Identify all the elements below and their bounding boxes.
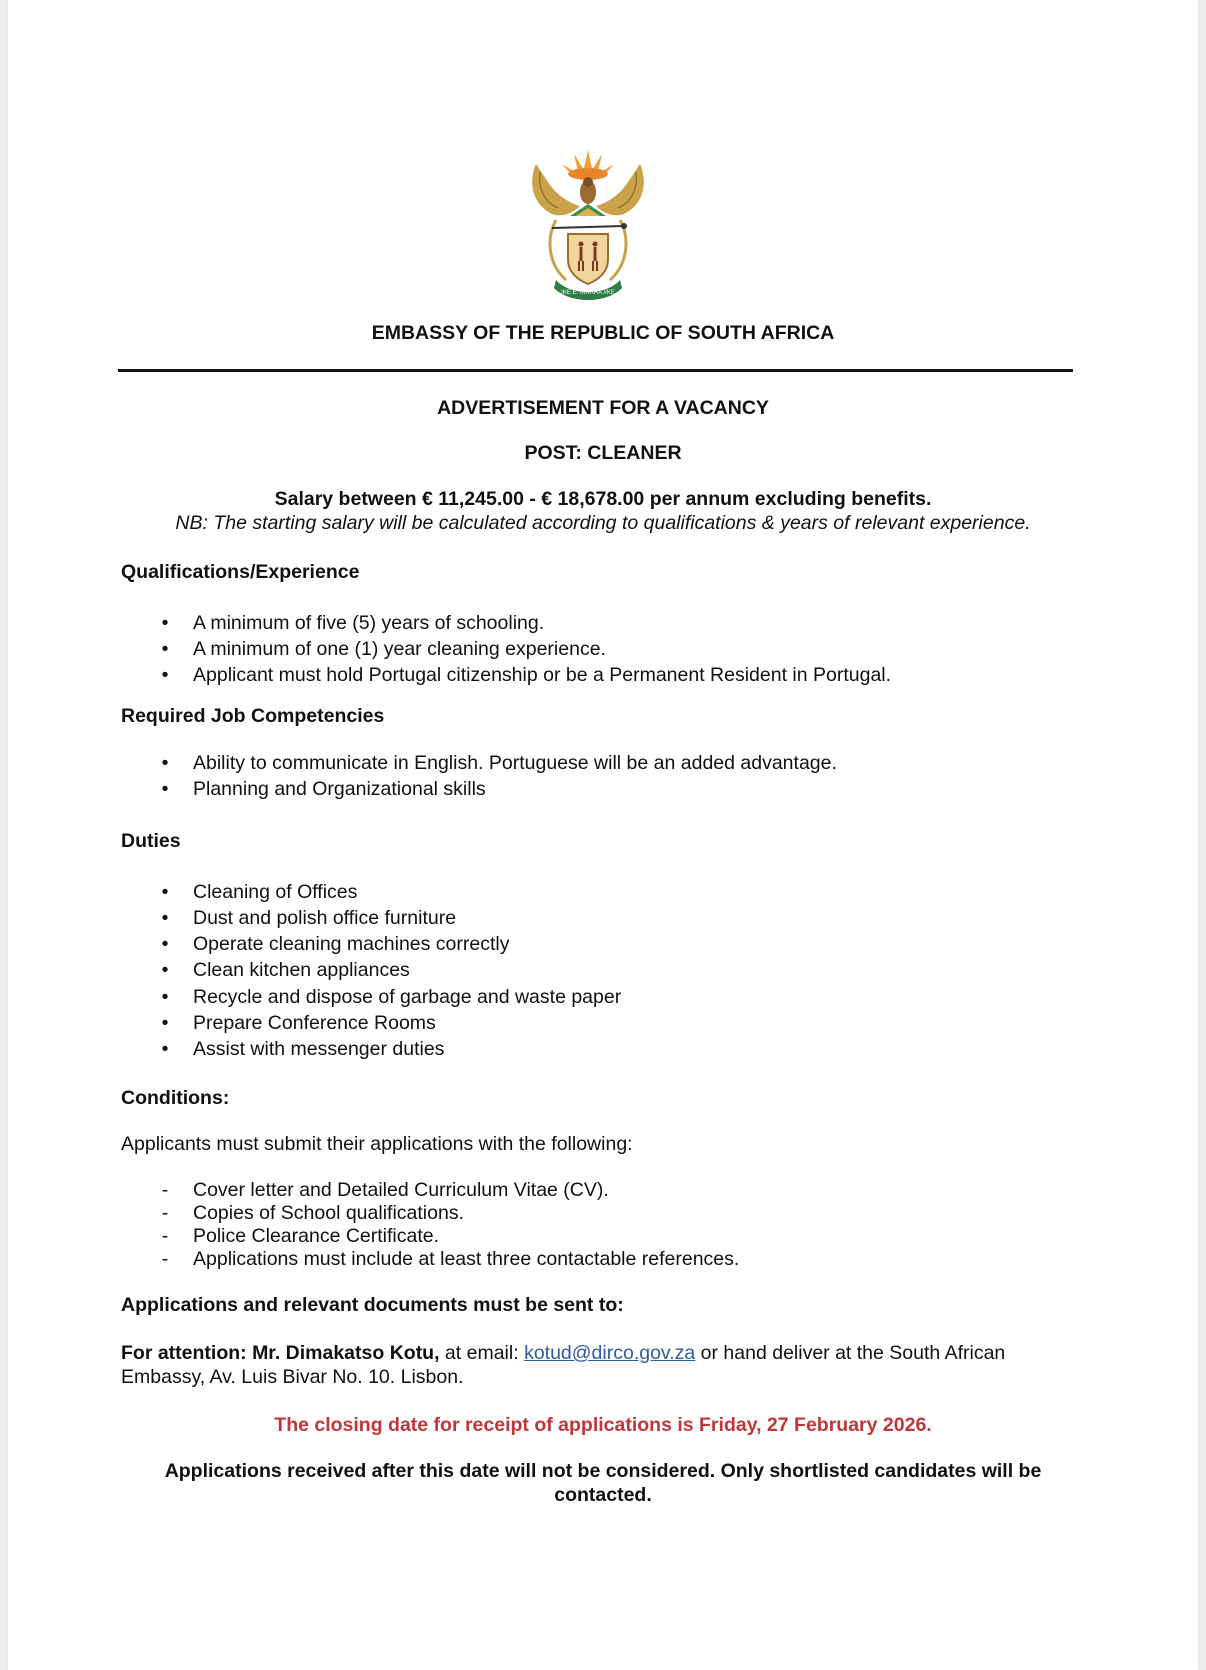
final-notice-line-1: Applications received after this date will not be considered. Only shortlisted candidates will be (164, 1460, 1042, 1482)
submission-heading: Applications and relevant documents must be sent to: (121, 1294, 624, 1316)
dash-icon: - (161, 1202, 169, 1224)
bullet-icon: • (161, 778, 169, 800)
bullet-icon: • (161, 638, 169, 660)
duties-heading: Duties (121, 830, 181, 852)
email-link[interactable]: kotud@dirco.gov.za (524, 1342, 696, 1364)
bullet-icon: • (161, 752, 169, 774)
advert-title: ADVERTISEMENT FOR A VACANCY (437, 397, 769, 419)
conditions-heading: Conditions: (121, 1087, 230, 1109)
conditions-intro: Applicants must submit their applications with the following: (121, 1133, 633, 1155)
email-prefix: at email: (439, 1342, 525, 1364)
attention-label: For attention: Mr. Dimakatso Kotu, (121, 1342, 440, 1364)
salary-note: NB: The starting salary will be calculated according to qualifications & years of relevant experience. (175, 512, 1031, 534)
delivery-text: or hand deliver at the South African (695, 1342, 1006, 1364)
bullet-icon: • (161, 1012, 169, 1034)
address-line: Embassy, Av. Luis Bivar No. 10. Lisbon. (121, 1366, 464, 1388)
dash-icon: - (161, 1179, 169, 1201)
bullet-icon: • (161, 612, 169, 634)
bullet-icon: • (161, 881, 169, 903)
salary-range: Salary between € 11,245.00 - € 18,678.00 per annum excluding benefits. (274, 488, 932, 510)
document-page: !KE E: /XARRA //KE EMBASSY OF THE REPUBLIC OF SOUTH AFRICA ADVERTISEMENT FOR A VACANCY POST: CLEANER Salary between € 11,245.00 - € 18,678.00 per annum excluding benefits. NB: The starting salary will be calculated according to qualifications & years of relevant experience. Qualifications/Experience • A minimum of five (5) years of schooling. • A minimum of one (1) year cleaning experience. • Applicant must hold Portugal citizenship or be a Permanent Resident in Portugal. Required Job Competencies • Ability to communicate in English. Portuguese will be an added advantage. • Planning and Organizational skills Duties • Cleaning of Offices • Dust and polish office furniture • Operate cleaning machines correctly • Clean kitchen appliances • Recycle and dispose of garbage and waste paper • Prepare Conference Rooms • Assist with messenger duties Conditions: Applicants must submit their applications with the following: - Cover letter and Detailed Curriculum Vitae (CV). - Copies of School qualifications. - Police Clearance Certificate. - Applications must include at least three contactable references. Applications and relevant documents must be sent to: For attention: Mr. Dimakatso Kotu, at email: kotud@dirco.gov.za or hand deliver at the South African Embassy, Av. Luis Bivar No. 10. Lisbon. The closing date for receipt of applications is Friday, 27 February 2026. Applications received after this date will not be considered. Only shortlisted candidates will be contacted. (8, 0, 1198, 1670)
svg-text:!KE E: /XARRA //KE: !KE E: /XARRA //KE (561, 290, 615, 296)
attention-line (121, 1341, 1005, 1365)
bullet-icon: • (161, 933, 169, 955)
final-notice-line-2: contacted. (554, 1484, 652, 1506)
dash-icon: - (161, 1225, 169, 1247)
bullet-icon: • (161, 959, 169, 981)
header-divider (118, 369, 1073, 372)
competencies-heading: Required Job Competencies (121, 705, 385, 727)
bullet-icon: • (161, 907, 169, 929)
qualifications-heading: Qualifications/Experience (121, 561, 360, 583)
organization-heading: EMBASSY OF THE REPUBLIC OF SOUTH AFRICA (371, 322, 835, 344)
dash-icon: - (161, 1248, 169, 1270)
bullet-icon: • (161, 986, 169, 1008)
bullet-icon: • (161, 664, 169, 686)
bullet-icon: • (161, 1038, 169, 1060)
coat-of-arms-icon (526, 142, 650, 302)
closing-date-notice: The closing date for receipt of applications is Friday, 27 February 2026. (274, 1414, 932, 1436)
post-title: POST: CLEANER (524, 442, 682, 464)
